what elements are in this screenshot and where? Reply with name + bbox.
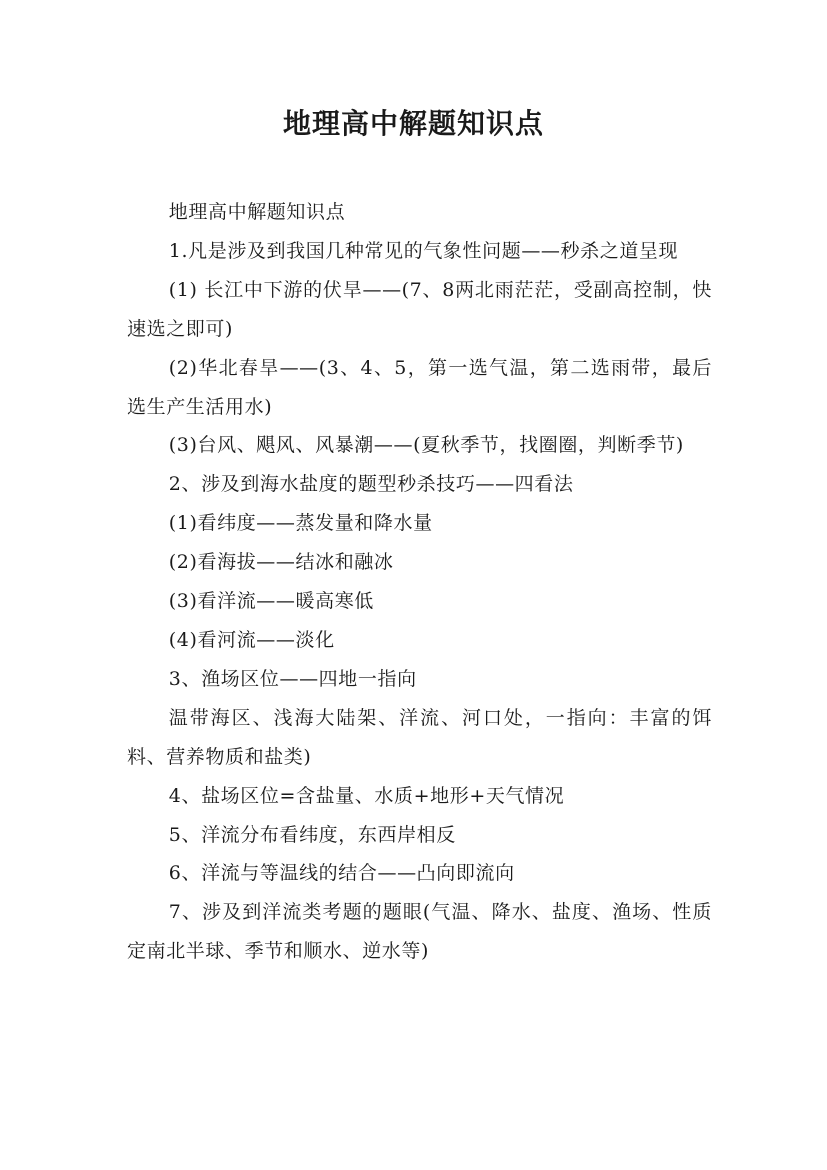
document-body [127, 193, 712, 971]
paragraph-item-4: 4、盐场区位=含盐量、水质+地形+天气情况 [168, 784, 565, 807]
paragraph-item-3-detail: 温带海区、浅海大陆架、洋流、河口处，一指向：丰富的饵料、营养物质和盐类) [127, 706, 712, 768]
paragraph-item-3: 3、渔场区位——四地一指向 [168, 667, 417, 690]
paragraph-item-7: 7、涉及到洋流类考题的题眼(气温、降水、盐度、渔场、性质定南北半球、季节和顺水、逆水等) [127, 901, 712, 963]
paragraph-item-2-4: (4)看河流——淡化 [168, 628, 335, 651]
document-title: 地理高中解题知识点 [282, 107, 544, 140]
paragraph-item-2-3: (3)看洋流——暖高寒低 [168, 590, 374, 613]
paragraph-item-5: 5、洋流分布看纬度，东西岸相反 [168, 823, 456, 846]
paragraph-item-1-2: (2)华北春旱——(3、4、5，第一选气温，第二选雨带，最后选生产生活用水) [127, 356, 712, 418]
paragraph-item-2-2: (2)看海拔——结冰和融冰 [168, 551, 394, 574]
paragraph-item-2-1: (1)看纬度——蒸发量和降水量 [168, 512, 433, 535]
paragraph-item-1-1: (1) 长江中下游的伏旱——(7、8两北雨茫茫，受副高控制，快速选之即可) [127, 278, 712, 340]
paragraph-item-2: 2、涉及到海水盐度的题型秒杀技巧——四看法 [168, 473, 574, 496]
paragraph-item-1-3: (3)台风、飓风、风暴潮——(夏秋季节，找圈圈，判断季节) [168, 434, 684, 457]
paragraph-item-6: 6、洋流与等温线的结合——凸向即流向 [168, 862, 515, 885]
paragraph-item-1: 1.凡是涉及到我国几种常见的气象性问题——秒杀之道呈现 [168, 239, 679, 262]
paragraph-intro: 地理高中解题知识点 [168, 201, 346, 223]
